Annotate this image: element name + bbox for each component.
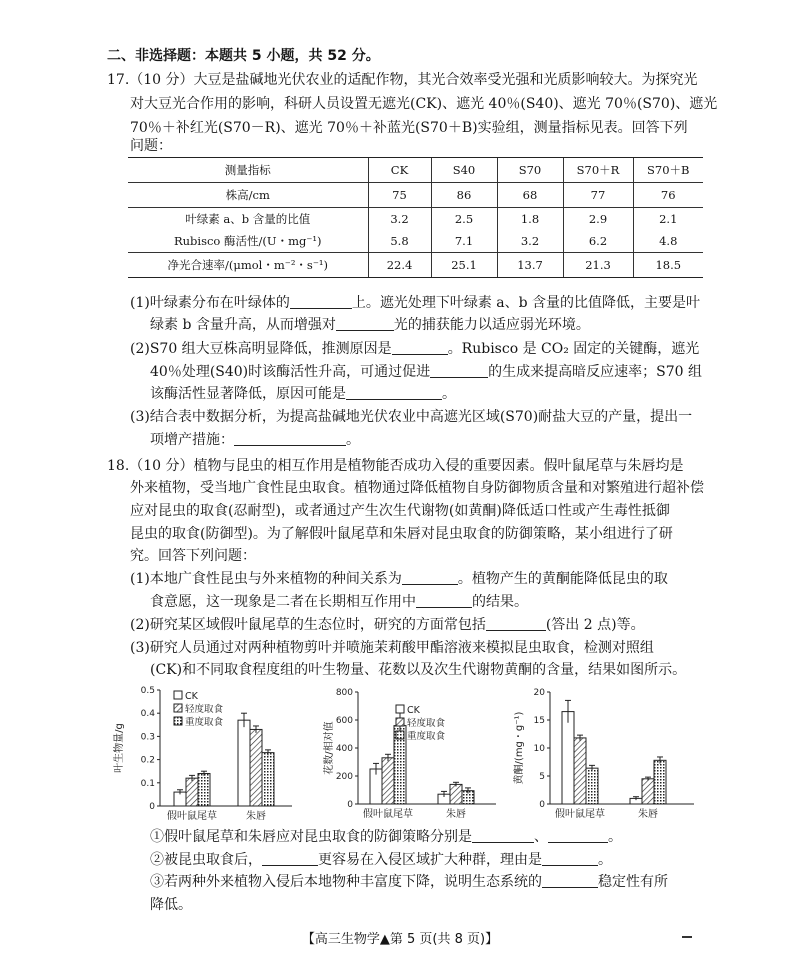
y-tick-label: 600 — [335, 716, 353, 726]
bar — [642, 779, 654, 804]
answer-blank[interactable] — [416, 593, 472, 608]
legend-label: 轻度取食 — [407, 718, 446, 729]
leaf-biomass-chart — [108, 684, 298, 830]
table-row — [128, 230, 703, 253]
q17-sub1-line-1 — [130, 293, 700, 313]
text: 更容易在入侵区域扩大种群，理由是 — [318, 852, 542, 868]
y-tick-label: 5 — [539, 772, 545, 782]
y-tick-label: 0 — [539, 800, 545, 810]
table-cell: 6.2 — [563, 230, 633, 253]
bar — [186, 778, 198, 806]
q18-sub1-line-2 — [150, 592, 528, 612]
table-header-row — [128, 158, 703, 183]
q18-intro-line-5: 究。回答下列问题： — [130, 548, 256, 564]
bar — [382, 758, 394, 804]
q17-sub2-line-1 — [130, 339, 699, 359]
text: 。 — [442, 386, 456, 402]
text: (1)本地广食性昆虫与外来植物的种间关系为 — [130, 571, 402, 587]
bar — [654, 760, 666, 804]
answer-blank[interactable] — [430, 363, 488, 378]
answer-blank[interactable] — [262, 851, 318, 866]
row-label: 叶绿素 a、b 含量的比值 — [185, 212, 311, 226]
table-cell: 5.8 — [368, 230, 431, 253]
row-label: 净光合速率/(μmol・m⁻²・s⁻¹) — [128, 253, 368, 278]
text: 40％处理(S40)时该酶活性升高，可通过促进 — [150, 364, 431, 380]
text: 该酶活性显著降低，原因可能是 — [150, 386, 346, 402]
category-label: 假叶鼠尾草 — [363, 809, 413, 820]
text: 的结果。 — [472, 594, 528, 610]
table-cell: 3.2 — [368, 208, 431, 231]
answer-blank[interactable] — [234, 431, 346, 446]
table-header: CK — [368, 158, 431, 183]
q18-intro-line-1: 18.（10 分）植物与昆虫的相互作用是植物能否成功入侵的重要因素。假叶鼠尾草与朱唇均是 — [107, 458, 684, 474]
text: 的生成来提高暗反应速率；S70 组 — [488, 364, 703, 380]
text: 项增产措施： — [150, 432, 234, 448]
table-row — [128, 183, 703, 208]
table-header: S70＋R — [563, 158, 633, 183]
legend-swatch — [396, 718, 404, 726]
legend-label: 重度取食 — [407, 731, 446, 742]
legend-label: 轻度取食 — [185, 704, 224, 715]
y-axis-label: 花数/相对值 — [324, 721, 335, 775]
bar — [562, 712, 574, 804]
q17-intro-line-3: 70％＋补红光(S70－R)、遮光 70％＋补蓝光(S70＋B)实验组，测量指标见表。回答下列 — [130, 120, 688, 136]
text: (2)S70 组大豆株高明显降低，推测原因是 — [130, 341, 392, 357]
table-row — [128, 253, 703, 278]
q18-intro-line-2: 外来植物，受当地广食性昆虫取食。植物通过降低植物自身防御物质含量和对繁殖进行超补偿 — [130, 480, 704, 496]
q18-sub3-line-1: (3)研究人员通过对两种植物剪叶并喷施茉莉酸甲酯溶液来模拟昆虫取食，检测对照组 — [130, 640, 654, 656]
text: 。 — [598, 852, 612, 868]
q17-sub3-line-1: (3)结合表中数据分析，为提高盐碱地光伏农业中高遮光区域(S70)耐盐大豆的产量，提出一 — [130, 409, 693, 425]
legend-swatch — [174, 704, 182, 712]
q17-intro-line-2: 对大豆光合作用的影响，科研人员设置无遮光(CK)、遮光 40％(S40)、遮光 70％(S70)、遮光 — [130, 96, 718, 112]
q17-sub2-line-2 — [150, 362, 702, 382]
flower-count-chart — [322, 686, 500, 830]
text: 上。遮光处理下叶绿素 a、b 含量的比值降低，主要是叶 — [351, 295, 701, 311]
table-cell: 25.1 — [431, 253, 497, 278]
y-axis-label: 叶生物量/g — [114, 723, 125, 773]
text: ②被昆虫取食后， — [150, 852, 262, 868]
table-cell: 18.5 — [633, 253, 703, 278]
category-label: 朱唇 — [638, 809, 658, 820]
text: 。 — [346, 432, 360, 448]
table-cell: 21.3 — [563, 253, 633, 278]
y-tick-label: 20 — [533, 688, 545, 698]
text: 。植物产生的黄酮能降低昆虫的取 — [457, 571, 668, 587]
text: 、 — [534, 829, 548, 845]
table-header: S40 — [431, 158, 497, 183]
table-cell: 2.9 — [563, 208, 633, 231]
category-label: 假叶鼠尾草 — [167, 811, 217, 822]
text: 绿素 b 含量升高，从而增强对 — [150, 317, 336, 333]
bar — [586, 768, 598, 804]
page-footer: 【高三生物学▲第 5 页(共 8 页)】 — [301, 932, 499, 947]
y-tick-label: 0.2 — [140, 755, 155, 766]
text: ③若两种外来植物入侵后本地物种丰富度下降，说明生态系统的 — [150, 874, 542, 890]
answer-blank[interactable] — [402, 570, 458, 585]
q17-data-table — [128, 157, 703, 278]
y-tick-label: 0 — [347, 800, 353, 810]
table-header: S70＋B — [633, 158, 703, 183]
row-label: 株高/cm — [128, 183, 368, 208]
corner-mark — [682, 936, 692, 938]
q17-intro-line-4: 问题： — [130, 138, 172, 154]
text: (2)研究某区域假叶鼠尾草的生态位时，研究的方面常包括 — [130, 617, 486, 633]
text: 。Rubisco 是 CO₂ 固定的关键酶，遮光 — [447, 341, 700, 357]
q18-sub3-line-2: (CK)和不同取食程度组的叶生物量、花数以及次生代谢物黄酮的含量，结果如图所示。 — [150, 662, 687, 678]
y-tick-label: 400 — [335, 744, 353, 754]
y-tick-label: 0.3 — [140, 732, 155, 743]
q18-answer-3 — [150, 872, 668, 892]
y-tick-label: 0.5 — [140, 686, 155, 696]
q18-sub1-line-1 — [130, 569, 668, 589]
bar — [198, 774, 210, 806]
table-cell: 68 — [497, 183, 563, 208]
answer-blank[interactable] — [392, 340, 448, 355]
q18-answer-3-cont: 降低。 — [150, 897, 192, 913]
answer-blank[interactable] — [336, 316, 394, 331]
q18-answer-1 — [150, 827, 622, 847]
y-tick-label: 0 — [149, 802, 155, 812]
bar — [574, 738, 586, 804]
legend-label: CK — [407, 705, 420, 716]
bar — [262, 753, 274, 806]
table-cell: 13.7 — [497, 253, 563, 278]
q18-answer-2 — [150, 850, 612, 870]
q17-intro-line-1: 17.（10 分）大豆是盐碱地光伏农业的适配作物，其光合效率受光强和光质影响较大。为探究光 — [107, 72, 698, 88]
y-tick-label: 10 — [533, 744, 545, 754]
y-tick-label: 800 — [335, 688, 353, 698]
flavonoid-chart — [510, 686, 700, 830]
q17-sub2-line-3 — [150, 384, 456, 404]
table-cell: 4.8 — [633, 230, 703, 253]
answer-blank[interactable] — [542, 873, 598, 888]
text: 。 — [608, 829, 622, 845]
answer-blank[interactable] — [486, 616, 546, 631]
answer-blank[interactable] — [472, 828, 534, 843]
table-cell: 76 — [633, 183, 703, 208]
legend-label: CK — [185, 691, 198, 702]
category-label: 假叶鼠尾草 — [555, 809, 605, 820]
table-cell: 3.2 — [497, 230, 563, 253]
text: (答出 2 点)等。 — [545, 617, 645, 633]
bar — [238, 720, 250, 806]
section-title: 二、非选择题：本题共 5 小题，共 52 分。 — [107, 48, 380, 64]
table-header: S70 — [497, 158, 563, 183]
table-cell: 77 — [563, 183, 633, 208]
q17-sub3-line-2 — [150, 430, 360, 450]
q18-intro-line-4: 昆虫的取食(防御型)。为了解假叶鼠尾草和朱唇对昆虫取食的防御策略，某小组进行了研 — [130, 526, 673, 542]
bar — [450, 784, 462, 804]
answer-blank[interactable] — [346, 385, 442, 400]
answer-blank[interactable] — [542, 851, 598, 866]
category-label: 朱唇 — [246, 811, 266, 822]
category-label: 朱唇 — [446, 809, 466, 820]
table-cell: 75 — [368, 183, 431, 208]
legend-swatch — [174, 717, 182, 725]
q18-intro-line-3: 应对昆虫的取食(忍耐型)，或者通过产生次生代谢物(如黄酮)降低适口性或产生毒性抵御 — [130, 503, 670, 519]
q18-sub2-line-1 — [130, 615, 645, 635]
legend-swatch — [396, 731, 404, 739]
y-tick-label: 0.1 — [140, 778, 155, 789]
legend-swatch — [174, 691, 182, 699]
table-cell: 1.8 — [497, 208, 563, 231]
table-cell: 22.4 — [368, 253, 431, 278]
table-header: 测量指标 — [128, 158, 368, 183]
y-tick-label: 0.4 — [140, 709, 155, 720]
table-cell: 86 — [431, 183, 497, 208]
answer-blank[interactable] — [290, 294, 352, 309]
text: 稳定性有所 — [598, 874, 668, 890]
text: (1)叶绿素分布在叶绿体的 — [130, 295, 290, 311]
text: 光的捕获能力以适应弱光环境。 — [393, 317, 590, 333]
legend-swatch — [396, 705, 404, 713]
table-row — [128, 208, 703, 231]
y-axis-label: 黄酮/(mg・g⁻¹) — [514, 711, 525, 785]
y-tick-label: 15 — [533, 716, 545, 726]
legend-label: 重度取食 — [185, 717, 224, 728]
bar — [250, 729, 262, 806]
text: 食意愿，这一现象是二者在长期相互作用中 — [150, 594, 416, 610]
table-cell: 2.5 — [431, 208, 497, 231]
text: ①假叶鼠尾草和朱唇应对昆虫取食的防御策略分别是 — [150, 829, 472, 845]
q17-sub1-line-2 — [150, 315, 590, 335]
row-label: Rubisco 酶活性/(U・mg⁻¹) — [173, 234, 322, 248]
answer-blank[interactable] — [548, 828, 608, 843]
table-cell: 2.1 — [633, 208, 703, 231]
table-cell: 7.1 — [431, 230, 497, 253]
y-tick-label: 200 — [335, 772, 353, 782]
